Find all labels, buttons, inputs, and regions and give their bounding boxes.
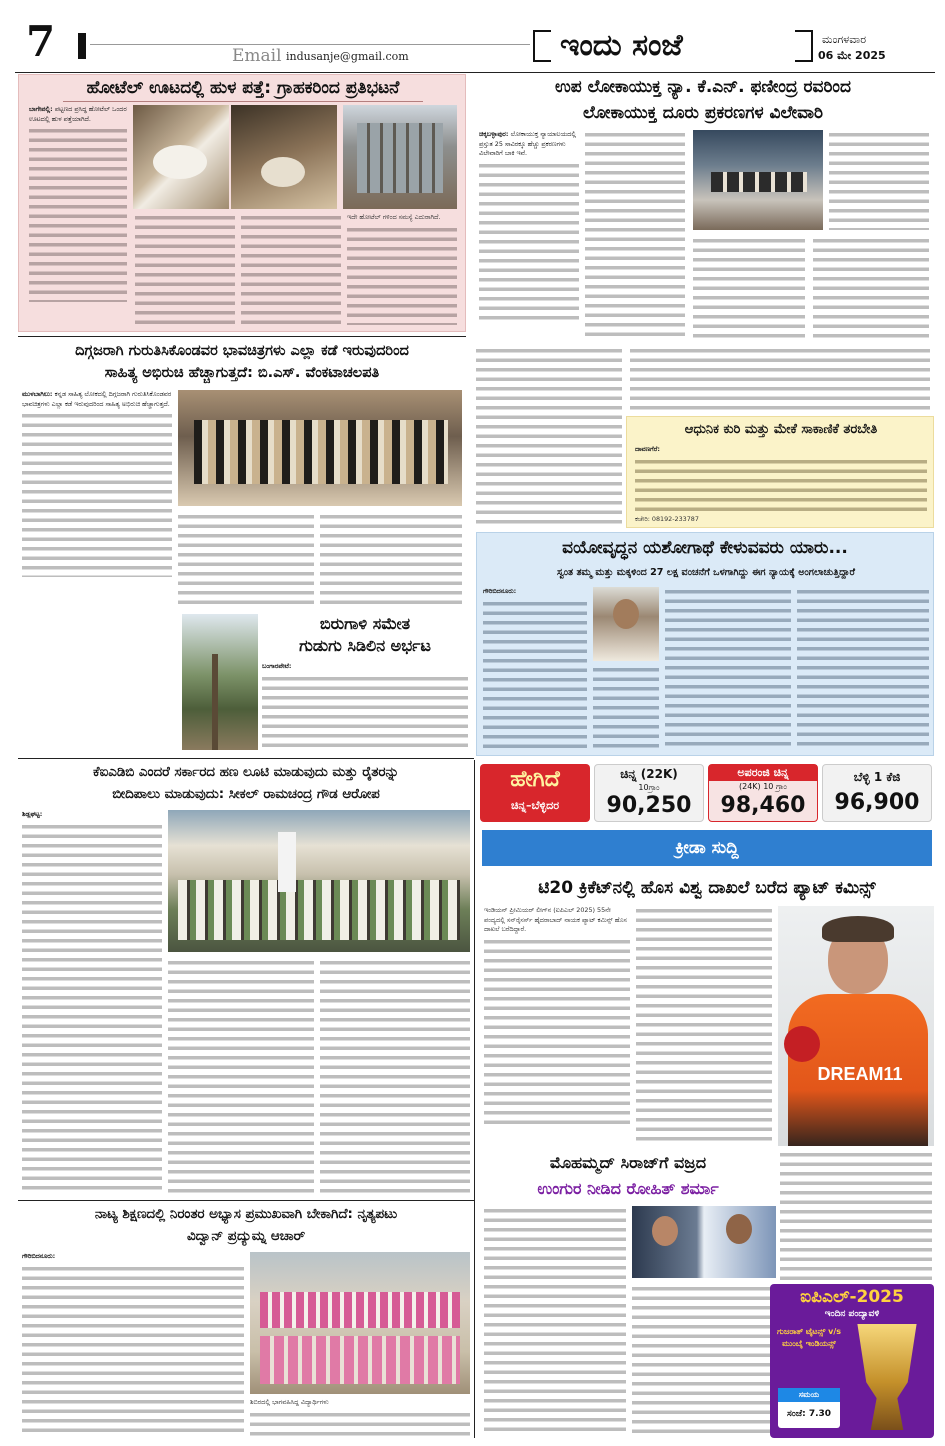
sheep-article — [626, 416, 934, 528]
group-photo-people — [194, 420, 448, 484]
elderly-article — [476, 532, 934, 756]
lokayukta-article — [473, 74, 933, 346]
lokayukta-headline-1: ಉಪ ಲೋಕಾಯುಕ್ತ ನ್ಯಾ. ಕೆ.ಎನ್. ಫಣೀಂದ್ರ ರವರಿಂದ — [555, 77, 851, 97]
hotel-column-3 — [241, 213, 341, 325]
dance-text-lines — [22, 1264, 244, 1432]
rule-3 — [18, 1200, 474, 1201]
thunder-photo-tree — [182, 614, 258, 750]
lokayukta-headline-2: ಲೋಕಾಯುಕ್ತ ದೂರು ಪ್ರಕರಣಗಳ ವಿಲೇವಾರಿ — [583, 103, 823, 123]
bowl-shape — [261, 157, 305, 187]
gold24-card — [708, 764, 818, 822]
ipl-teams: ಗುಜರಾತ್ ಟೈಟನ್ಸ್ v/s ಮುಂಬೈ ಇಂಡಿಯನ್ಸ್ — [776, 1327, 842, 1348]
venkatachalapathi-column-1 — [22, 390, 172, 606]
sheep-contact: ಕಚೇರಿ: 08192-233787 — [635, 514, 699, 523]
kmf-column-1 — [22, 810, 162, 1196]
ipl-box — [770, 1284, 934, 1438]
thunder-article — [182, 612, 472, 754]
cummins-column-3 — [780, 1150, 932, 1282]
cummins-lead: ಇಂಡಿಯನ್ ಪ್ರೀಮಿಯರ್ ಲೀಗ್‌ನ (ಐಪಿಎಲ್ 2025) 55ನೇ ಪಂದ್ಯದಲ್ಲಿ ಸನ್‌ರೈಸರ್ಸ್ ಹೈದರಾಬಾದ್ ನಾಯಕ ಪ್ಯಾಟ್ ಕಮಿನ್ಸ್ ಹೊಸ ದಾಖಲೆ ಬರೆದಿದ್ದಾರೆ. — [484, 906, 627, 934]
elderly-column-4 — [797, 587, 929, 751]
cummins-column-2 — [636, 906, 772, 1146]
plate-shape — [153, 145, 207, 179]
siraj-article — [480, 1150, 776, 1438]
hotel-lead: ಪಟ್ಟಣದ ಪ್ರಸಿದ್ಧ ಹೋಟೆಲ್ ಒಂದರ ಊಟದಲ್ಲಿ ಹುಳ ಪತ್ತೆಯಾಗಿದೆ. — [29, 105, 127, 123]
lokayukta-column-4 — [693, 236, 805, 340]
cummins-column-1 — [484, 906, 630, 1146]
cummins-article — [480, 870, 934, 1148]
dance-caption: ಶಿಬಿರದಲ್ಲಿ ಭಾಗವಹಿಸಿದ್ದ ವಿದ್ಯಾರ್ಥಿಗಳು — [250, 1398, 329, 1406]
masthead — [0, 0, 945, 72]
siraj-column-2 — [632, 1284, 776, 1436]
sheep-dateline: ದಾವಣಗೆರೆ: — [635, 445, 660, 453]
hotel-caption: ಇದೇ ಹೋಟೆಲ್ ಗಳಿಂದ ಸಮಸ್ಯೆ ಎದುರಾಗಿದೆ. — [347, 213, 441, 221]
building-facade — [357, 123, 443, 193]
venkatachalapathi-article — [18, 338, 466, 608]
elderly-dateline: ಗೌರಿಬಿದನೂರು: — [483, 587, 517, 595]
email-label: Email — [232, 46, 282, 66]
issue-day: ಮಂಗಳವಾರ — [822, 33, 867, 46]
hotel-column-4 — [347, 225, 457, 325]
ipl-title: ಐಪಿಎಲ್-2025 — [800, 1287, 904, 1307]
thunder-text-lines — [262, 674, 468, 750]
hotel-photo-table — [231, 105, 337, 209]
rule-1 — [18, 336, 466, 337]
kmf-column-3 — [320, 958, 470, 1196]
ipl-time-box — [778, 1388, 840, 1428]
lokayukta-column-5 — [813, 236, 929, 340]
lokayukta-column-2 — [585, 130, 685, 340]
email-address[interactable]: indusanje@gmail.com — [286, 50, 409, 63]
gold-box-label-2: ಚಿನ್ನ–ಬೆಳ್ಳಿದರ — [510, 799, 560, 812]
face-shape — [613, 599, 639, 629]
thunder-body — [262, 662, 468, 750]
venkatachalapathi-headline-1: ದಿಗ್ಗಜರಾಗಿ ಗುರುತಿಸಿಕೊಂಡವರ ಭಾವಚಿತ್ರಗಳು ಎಲ್ಲಾ ಕಡೆ ಇರುವುದರಿಂದ — [75, 343, 409, 359]
dance-dateline: ಗೌರಿಬಿದನೂರು: — [22, 1252, 56, 1260]
masthead-rule — [90, 44, 530, 45]
officials-row — [711, 172, 807, 192]
dance-headline-1: ನಾಟ್ಯ ಶಿಕ್ಷಣದಲ್ಲಿ ನಿರಂತರ ಅಭ್ಯಾಸ ಪ್ರಮುಖವಾಗಿ ಬೇಕಾಗಿದೆ: ನೃತ್ಯಪಟು — [94, 1207, 398, 1222]
siraj-photo — [632, 1206, 776, 1278]
logo-bracket-right — [795, 30, 813, 62]
rohit-face — [652, 1216, 678, 1246]
thunder-headline-2: ಗುಡುಗು ಸಿಡಿಲಿನ ಅರ್ಭಟ — [299, 636, 431, 655]
dance-article — [18, 1202, 474, 1438]
dance-headline-2: ವಿದ್ವಾನ್ ಪ್ರದ್ಯುಮ್ನ ಆಚಾರ್ — [186, 1229, 306, 1244]
lokayukta-column-1 — [479, 130, 579, 340]
gold22-card — [594, 764, 704, 822]
rule-2 — [18, 758, 474, 759]
sheep-headline: ಆಧುನಿಕ ಕುರಿ ಮತ್ತು ಮೇಕೆ ಸಾಕಾಣಿಕೆ ತರಬೇತಿ — [684, 422, 878, 437]
gold-box-title — [480, 764, 590, 822]
sheep-text-lines — [635, 457, 927, 515]
dancers-front-row — [260, 1336, 460, 1384]
player-hair — [822, 916, 894, 942]
dancers-back-row — [260, 1292, 460, 1328]
gold24-unit: (24K) 10 ಗ್ರಾಂ — [739, 782, 787, 791]
hotel-headline: ಹೋಟೆಲ್ ಊಟದಲ್ಲಿ ಹುಳ ಪತ್ತೆ: ಗ್ರಾಹಕರಿಂದ ಪ್ರತಿಭಟನೆ — [86, 78, 400, 98]
gold-price-box — [480, 762, 934, 824]
venkatachalapathi-headline-2: ಸಾಹಿತ್ಯ ಅಭಿರುಚಿ ಹೆಚ್ಚಾಗುತ್ತದೆ: ಬಿ.ಎಸ್. ವೆಂಕಟಾಚಲಪತಿ — [104, 365, 380, 381]
silver-price: 96,900 — [834, 790, 920, 815]
masthead-bar — [78, 33, 86, 59]
lokayukta-column-6 — [476, 346, 622, 528]
kmf-headline-1: ಕೆಐಎಡಿಬಿ ಎಂದರೆ ಸರ್ಕಾರದ ಹಣ ಲೂಟಿ ಮಾಡುವುದು ಮತ್ತು ರೈತರನ್ನು — [93, 765, 399, 780]
elderly-text-lines — [483, 599, 587, 749]
ipl-subtitle: ಇಂದಿನ ಪಂದ್ಯಾವಳಿ — [824, 1309, 880, 1319]
crowd-shape — [178, 880, 460, 940]
cummins-headline: ಟಿ20 ಕ್ರಿಕೆಟ್‌ನಲ್ಲಿ ಹೊಸ ವಿಶ್ವ ದಾಖಲೆ ಬರೆದ ಪ್ಯಾಟ್ ಕಮಿನ್ಸ್ — [538, 878, 876, 898]
kmf-dateline: ಶಿಡ್ಲಘಟ್ಟ: — [22, 810, 43, 818]
logo: ಇಂದು ಸಂಜೆ — [560, 28, 683, 63]
sports-banner: ಕ್ರೀಡಾ ಸುದ್ದಿ — [482, 830, 932, 866]
issue-date: 06 ಮೇ 2025 — [818, 49, 886, 62]
venkatachalapathi-photo — [178, 390, 462, 506]
gold-box-label-1: ಹೇಗಿದೆ — [510, 767, 560, 792]
lokayukta-column-7 — [630, 346, 930, 410]
venkatachalapathi-column-2 — [178, 512, 314, 606]
elderly-headline: ವಯೋವೃದ್ಧನ ಯಶೋಗಾಥೆ ಕೇಳುವವರು ಯಾರು... — [562, 538, 848, 558]
siraj-headline-2: ಉಂಗುರ ನೀಡಿದ ರೋಹಿತ್ ಶರ್ಮಾ — [537, 1179, 719, 1198]
ipl-trophy — [850, 1324, 924, 1430]
elderly-column-3 — [665, 587, 791, 751]
lokayukta-photo — [693, 130, 823, 230]
lokayukta-dateline: ಚಿಕ್ಕಬಳ್ಳಾಪುರ: — [479, 130, 509, 138]
thunder-dateline: ಬಂಗಾರಪೇಟೆ: — [262, 662, 292, 670]
dance-column-2 — [250, 1410, 470, 1438]
tree-trunk — [212, 654, 218, 750]
masthead-bottom-rule — [15, 72, 935, 73]
hotel-text-lines — [29, 126, 127, 302]
kmf-headline-2: ಬೀದಿಪಾಲು ಮಾಡುವುದು: ಸೀಕಲ್ ರಾಮಚಂದ್ರ ಗೌಡ ಆರೋಪ — [112, 787, 380, 802]
siraj-face — [726, 1214, 752, 1244]
gold24-price: 98,460 — [720, 793, 806, 818]
jersey-sponsor: DREAM11 — [817, 1064, 903, 1084]
cricket-ball — [784, 1026, 820, 1062]
silver-card — [822, 764, 932, 822]
speaker-shape — [278, 832, 296, 892]
hotel-column-1 — [29, 105, 127, 327]
kmf-photo-protest — [168, 810, 470, 952]
kmf-article — [18, 760, 474, 1200]
venkatachalapathi-lead: ಕನ್ನಡ ಸಾಹಿತ್ಯ ಲೋಕದಲ್ಲಿ ದಿಗ್ಗಜರಾಗಿ ಗುರುತಿಸಿಕೊಂಡವರ ಭಾವಚಿತ್ರಗಳು ಎಲ್ಲಾ ಕಡೆ ಇರುವುದರಿಂದ ಸಾಹಿತ್ಯ ಅಭಿರುಚಿ ಹೆಚ್ಚಾಗುತ್ತದೆ. — [22, 390, 172, 408]
thunder-headline-1: ಬಿರುಗಾಳಿ ಸಮೇತ — [319, 614, 411, 633]
dance-photo — [250, 1252, 470, 1394]
gold24-label: ಅಪರಂಜಿ ಚಿನ್ನ — [709, 765, 817, 781]
lokayukta-lead: ಲೋಕಾಯುಕ್ತ ನ್ಯಾಯಾಲಯದಲ್ಲಿ ಪ್ರಸ್ತುತ 25 ಸಾವಿರಕ್ಕೂ ಹೆಚ್ಚು ಪ್ರಕರಣಗಳು ವಿಲೇವಾರಿಗೆ ಬಾಕಿ ಇವೆ. — [479, 130, 577, 158]
gold22-unit: 10ಗ್ರಾಂ — [638, 783, 660, 792]
logo-bracket-left — [533, 30, 551, 62]
hotel-column-2 — [135, 213, 235, 325]
venkatachalapathi-dateline: ಮುಳಬಾಗಿಲು: — [22, 390, 53, 398]
kmf-text-lines — [22, 822, 162, 1194]
hotel-rule — [63, 101, 423, 102]
venkatachalapathi-text-lines — [22, 411, 172, 577]
sheep-body — [635, 445, 927, 525]
ipl-time-value: ಸಂಜೆ: 7.30 — [786, 1409, 832, 1419]
cummins-text-lines — [484, 937, 630, 1129]
lokayukta-text-lines — [479, 161, 579, 321]
page-number: 7 — [26, 17, 56, 66]
gold22-label: ಚಿನ್ನ (22K) — [620, 767, 678, 781]
elderly-column-2 — [593, 665, 659, 751]
siraj-headline-1: ಮೊಹಮ್ಮದ್ ಸಿರಾಜ್‌ಗೆ ವಜ್ರದ — [549, 1153, 707, 1172]
lokayukta-column-3 — [829, 130, 929, 230]
gold22-price: 90,250 — [606, 793, 692, 818]
silver-label: ಬೆಳ್ಳಿ 1 ಕೆಜಿ — [853, 770, 901, 784]
hotel-photo-food — [133, 105, 229, 209]
hotel-article — [18, 74, 466, 332]
elderly-photo-man — [593, 587, 659, 661]
venkatachalapathi-column-3 — [320, 512, 462, 606]
elderly-subhead: ಸ್ವಂತ ತಮ್ಮ ಮತ್ತು ಮಕ್ಕಳಿಂದ 27 ಲಕ್ಷ ವಂಚನೆಗೆ ಒಳಗಾಗಿದ್ದು ಈಗ ನ್ಯಾಯಕ್ಕೆ ಅಂಗಲಾಚುತ್ತಿದ್ದಾರೆ — [556, 567, 856, 578]
hotel-photo-building — [343, 105, 457, 209]
column-divider — [474, 760, 475, 1438]
dance-column-1 — [22, 1252, 244, 1434]
elderly-column-1 — [483, 587, 587, 751]
siraj-column-1 — [484, 1206, 626, 1436]
hotel-dateline: ಬಾಗೇಪಲ್ಲಿ: — [29, 105, 53, 113]
cummins-photo — [778, 906, 934, 1146]
ipl-time-label: ಸಮಯ — [778, 1388, 840, 1402]
kmf-column-2 — [168, 958, 314, 1196]
